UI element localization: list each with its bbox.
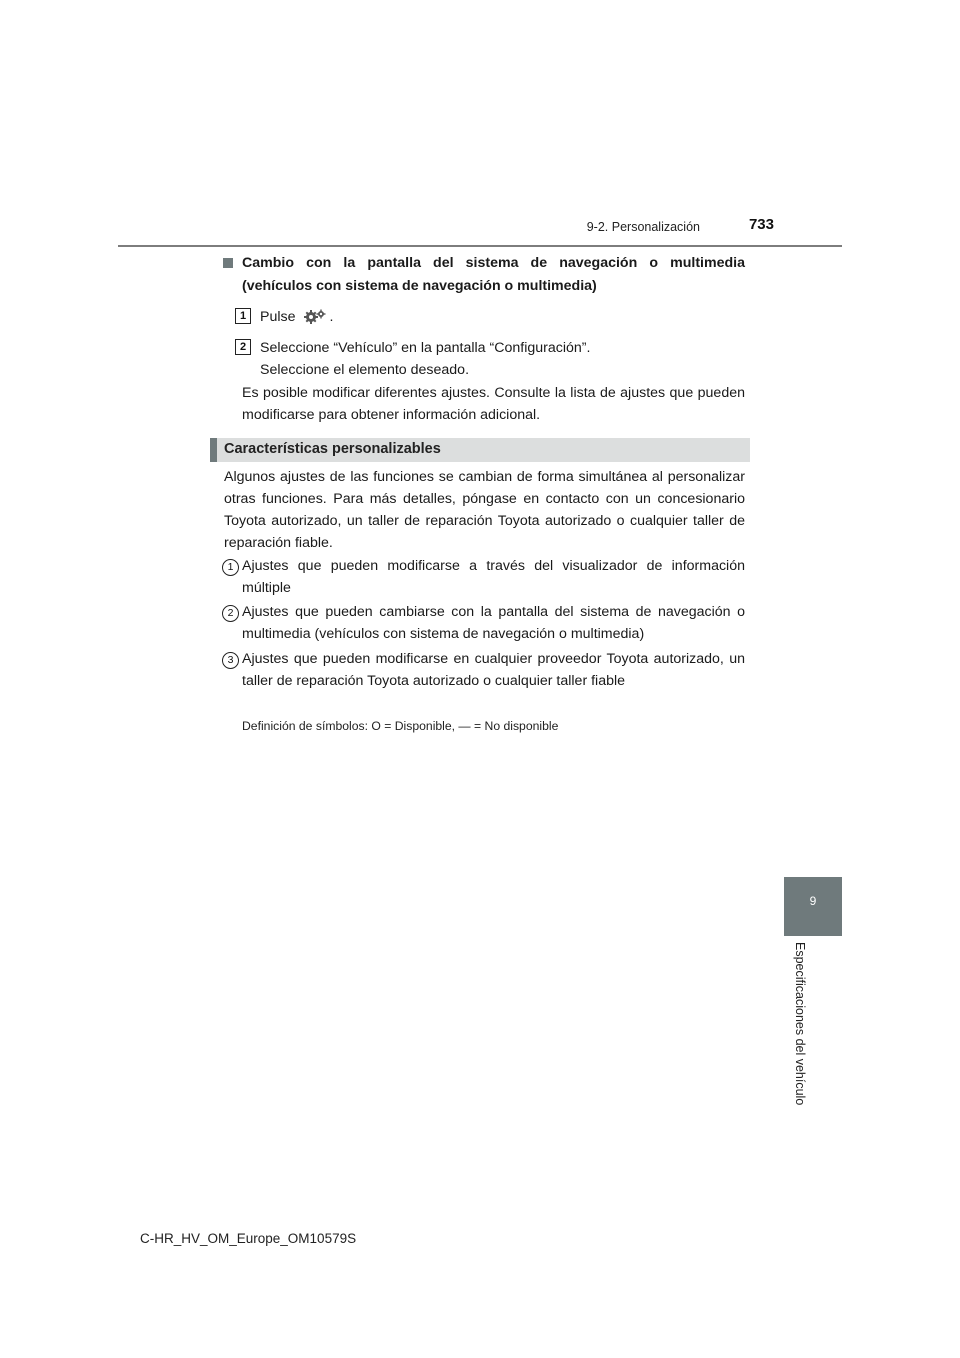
chapter-tab-number: 9: [809, 894, 817, 908]
step-2-line-1: Seleccione “Vehículo” en la pantalla “Configuración”.: [260, 340, 591, 356]
subsection-title: Cambio con la pantalla del sistema de navegación o multimedia (vehículos con sistema de navegación o multimedia): [242, 255, 745, 294]
item-1-text: Ajustes que pueden modificarse a través del visualizador de información múltiple: [242, 558, 745, 596]
square-bullet-icon: [223, 258, 233, 268]
step-2-line-2: Seleccione el elemento deseado.: [260, 362, 470, 378]
section-heading: Características personalizables: [224, 441, 441, 457]
item-2-text: Ajustes que pueden cambiarse con la pantalla del sistema de navegación o multimedia (vehículos con sistema de navegación o multimedia): [242, 604, 745, 642]
section-title: 9-2. Personalización: [586, 220, 700, 234]
subsection-note: Es posible modificar diferentes ajustes. Consulte la lista de ajustes que pueden modificarse para obtener información adicional.: [242, 385, 745, 423]
symbol-legend: Definición de símbolos: O = Disponible, — = No disponible: [242, 719, 559, 733]
step-1-period: .: [329, 309, 334, 325]
item-3-text: Ajustes que pueden modificarse en cualquier proveedor Toyota autorizado, un taller de reparación Toyota autorizado o cualquier taller fiable: [242, 651, 745, 689]
item-number-3: 3: [222, 652, 239, 669]
item-number-2: 2: [222, 605, 239, 622]
chapter-tab-label: Especificaciones del vehículo: [793, 942, 807, 1106]
section-heading-accent: [210, 438, 217, 462]
section-intro: Algunos ajustes de las funciones se cambian de forma simultánea al personalizar otras funciones. Para más detalles, póngase en contacto con un concesionario Toyota autorizado, un taller de reparación Toyota autorizado o cualquier taller de reparación fiable.: [224, 469, 745, 551]
step-badge-2: 2: [235, 339, 251, 355]
step-1-label: Pulse: [260, 309, 296, 325]
page-number: 733: [748, 216, 774, 233]
document-id: C-HR_HV_OM_Europe_OM10579S: [140, 1231, 357, 1246]
item-number-1: 1: [222, 559, 239, 576]
step-badge-1: 1: [235, 308, 251, 324]
settings-gear-icon: [303, 308, 327, 331]
header-divider: [118, 245, 842, 247]
step-1-text: [260, 306, 333, 331]
